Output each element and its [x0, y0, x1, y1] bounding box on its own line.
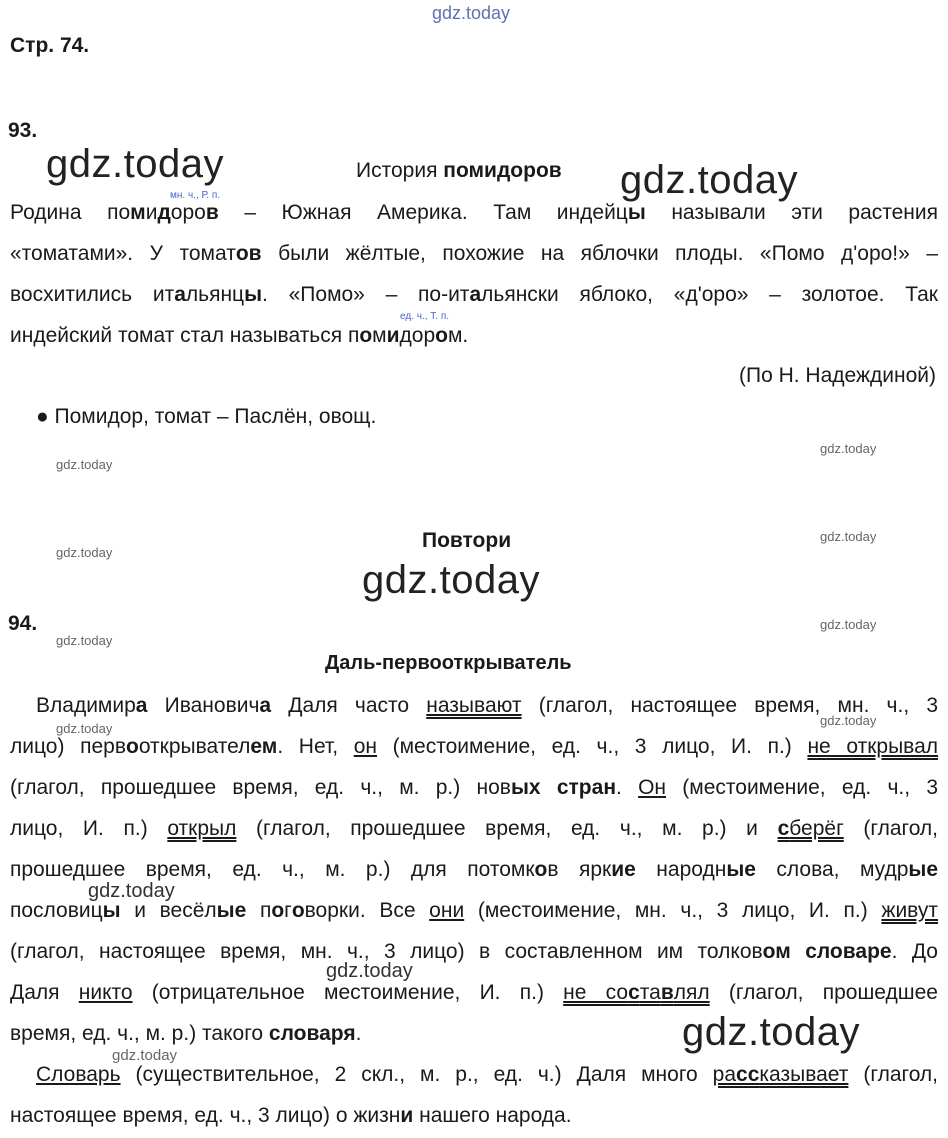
text-line: лицо) первооткрывателем. Нет, он (местоимение, ед. ч., 3 лицо, И. п.) не открывал: [10, 735, 939, 758]
text-line: прошедшее время, ед. ч., м. р.) для потомков яркие народные слова, мудрые: [10, 858, 939, 881]
watermark: gdz.today: [88, 880, 175, 902]
text-line: Даля никто (отрицательное местоимение, И. п.) не составлял (глагол, прошедшее: [10, 981, 938, 1004]
text-line: Словарь (существительное, 2 скл., м. р., ед. ч.) Даля много рассказывает (глагол,: [36, 1063, 939, 1086]
grammar-note: мн. ч., Р. п.: [170, 190, 221, 201]
watermark: gdz.today: [56, 721, 113, 736]
watermark: gdz.today: [56, 633, 113, 648]
page-label: Стр. 74.: [10, 34, 90, 57]
watermark: gdz.today: [682, 1010, 860, 1054]
text-line: (глагол, прошедшее время, ед. ч., м. р.) новых стран. Он (местоимение, ед. ч., 3: [10, 776, 939, 799]
text-line: «томатами». У томатов были жёлтые, похожие на яблочки плоды. «Помо д'оро!» –: [10, 242, 938, 265]
text-line: лицо, И. п.) открыл (глагол, прошедшее время, ед. ч., м. р.) и сберёг (глагол,: [10, 817, 939, 840]
text-line: время, ед. ч., м. р.) такого словаря.: [10, 1022, 362, 1045]
watermark: gdz.today: [46, 142, 224, 186]
text-line: восхитились итальянцы. «Помо» – по-итальянски яблоко, «д'оро» – золотое. Так: [10, 283, 938, 306]
text-line: настоящее время, ед. ч., 3 лицо) о жизни нашего народа.: [10, 1104, 572, 1127]
watermark: gdz.today: [820, 617, 877, 632]
text-line: пословицы и весёлые поговорки. Все они (местоимение, мн. ч., 3 лицо, И. п.) живут: [10, 899, 938, 922]
bullet-answer: ● Помидор, томат – Паслён, овощ.: [36, 405, 377, 428]
exercise-94-number: 94.: [8, 612, 38, 635]
text-line: Родина помидоров – Южная Америка. Там индейцы называли эти растения: [10, 201, 939, 224]
top-watermark: gdz.today: [432, 3, 511, 23]
exercise-93-title: История помидоров: [356, 159, 562, 182]
watermark: gdz.today: [820, 529, 877, 544]
text-line: (глагол, настоящее время, мн. ч., 3 лицо) в составленном им толковом словаре. До: [10, 940, 938, 963]
text-line: индейский томат стал называться помидором.: [10, 324, 469, 347]
watermark: gdz.today: [112, 1047, 178, 1064]
section-heading: Повтори: [422, 529, 512, 552]
author-credit: (По Н. Надеждиной): [738, 364, 936, 387]
watermark: gdz.today: [620, 158, 798, 202]
exercise-93-number: 93.: [8, 119, 38, 142]
watermark: gdz.today: [820, 441, 877, 456]
watermark: gdz.today: [326, 960, 413, 982]
grammar-note: ед. ч., Т. п.: [400, 311, 450, 322]
watermark: gdz.today: [820, 713, 877, 728]
exercise-94-title: Даль-первооткрыватель: [325, 652, 572, 674]
watermark: gdz.today: [362, 558, 540, 602]
watermark: gdz.today: [56, 457, 113, 472]
watermark: gdz.today: [56, 545, 113, 560]
text-line: Владимира Ивановича Даля часто называют (глагол, настоящее время, мн. ч., 3: [36, 694, 938, 717]
